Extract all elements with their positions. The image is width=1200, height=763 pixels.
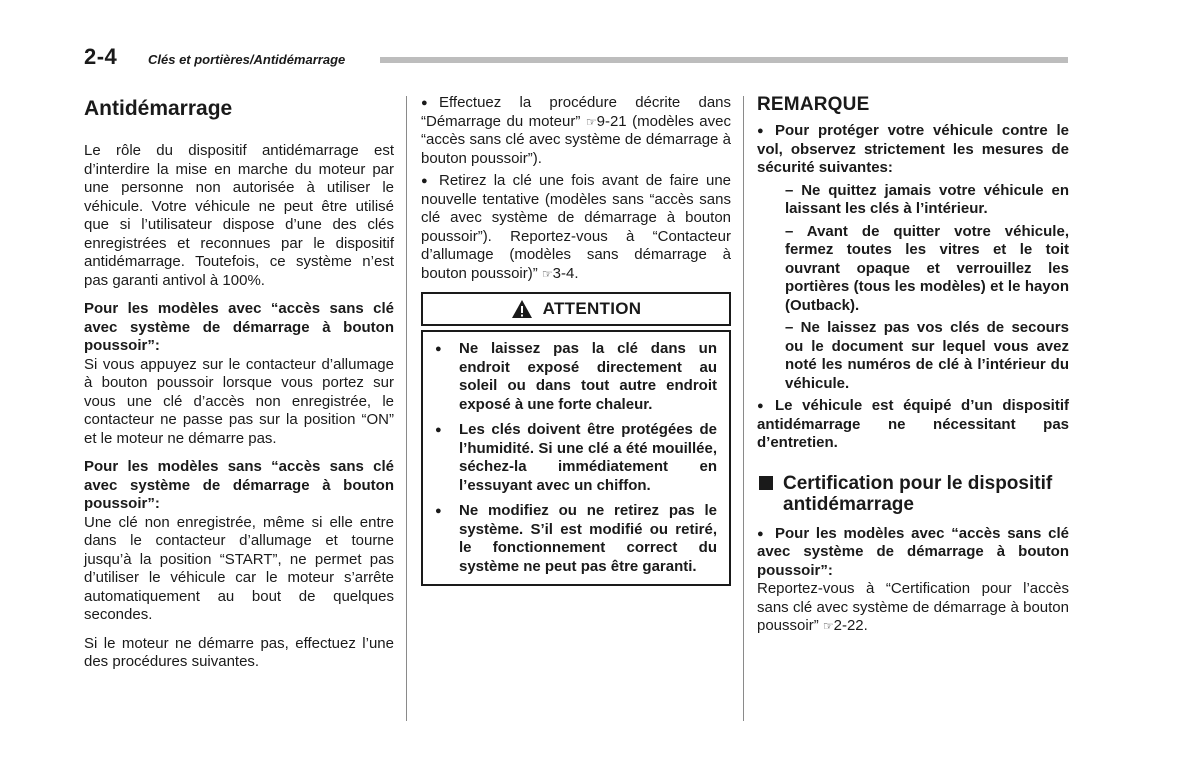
column-left bbox=[84, 94, 394, 672]
certification-bullet: ● Pour les modèles avec “accès sans clé avec système de démarrage à bouton poussoir”: bbox=[757, 524, 1069, 579]
pointing-hand-icon: ☞ bbox=[541, 266, 553, 281]
bullet-icon: ● bbox=[757, 527, 764, 540]
remarque-dash-item: – Ne laissez pas vos clés de secours ou le document sur lequel vous avez noté les numéros de clé à l’intérieur du véhicule. bbox=[785, 319, 1069, 392]
remarque-bullet: ● Le véhicule est équipé d’un dispositif antidémarrage ne nécessitant pas d’entretien. bbox=[757, 397, 1069, 451]
remarque-dash-item: – Avant de quitter votre véhicule, fermez toutes les vitres et le toit ouvrant opaque et verrouillez les portières (tous les modèles) et le hayon (Outback). bbox=[785, 222, 1069, 314]
without-keyless-heading: Pour les modèles sans “accès sans clé avec système de démarrage à bouton poussoir”: bbox=[84, 458, 394, 512]
attention-header bbox=[421, 292, 731, 326]
column-divider bbox=[743, 96, 744, 721]
attention-label: ATTENTION bbox=[542, 299, 642, 318]
certification-heading: Certification pour le dispositif antidémarrage bbox=[757, 473, 1069, 515]
header-rule bbox=[380, 57, 1068, 63]
remarque-dash-item: – Ne quittez jamais votre véhicule en laissant les clés à l’intérieur. bbox=[785, 181, 1069, 217]
procedure-bullet: ● Effectuez la procédure décrite dans “Démarrage du moteur” ☞9-21 (modèles avec “accès sans clé avec système de démarrage à bouton poussoir”). bbox=[421, 94, 731, 167]
pointing-hand-icon: ☞ bbox=[585, 114, 597, 129]
page-header bbox=[84, 44, 1068, 70]
column-right bbox=[757, 94, 1069, 636]
bullet-icon: ● bbox=[435, 343, 442, 355]
page-heading: Antidémarrage bbox=[84, 97, 233, 120]
without-keyless-text: Une clé non enregistrée, même si elle entre dans le contacteur d’allumage et tourne jusqu’à la position “START”, ne permet pas d’utiliser le véhicule car le moteur s’arrête automatiquement au bout de quelques secondes. bbox=[84, 513, 394, 623]
pointing-hand-icon: ☞ bbox=[822, 619, 834, 633]
section-square-icon bbox=[759, 476, 773, 490]
page-reference: 3-4 bbox=[552, 264, 575, 282]
page-number: 2-4 bbox=[84, 44, 118, 69]
remarque-heading: REMARQUE bbox=[757, 94, 870, 115]
attention-item: ● Ne modifiez ou ne retirez pas le système. S’il est modifié ou retiré, le fonctionnement correct du système ne peut pas être garanti. bbox=[435, 502, 717, 575]
attention-item: ● Les clés doivent être protégées de l’humidité. Si une clé a été mouillée, séchez-la immédiatement en l’essuyant avec un chiffon. bbox=[435, 421, 717, 494]
bullet-icon: ● bbox=[435, 505, 442, 517]
bullet-icon: ● bbox=[757, 400, 764, 412]
attention-box bbox=[421, 330, 731, 586]
remarque-bullet: ● Pour protéger votre véhicule contre le vol, observez strictement les mesures de sécurité suivantes: bbox=[757, 122, 1069, 176]
section-title: Clés et portières/Antidémarrage bbox=[148, 52, 346, 67]
warning-triangle-icon bbox=[511, 299, 533, 319]
column-middle bbox=[421, 94, 731, 586]
engine-no-start-text: Si le moteur ne démarre pas, effectuez l’une des procédures suivantes. bbox=[84, 634, 394, 670]
bullet-icon: ● bbox=[421, 175, 428, 187]
page-reference: 9-21 bbox=[596, 112, 627, 130]
procedure-bullet: ● Retirez la clé une fois avant de faire une nouvelle tentative (modèles sans “accès sans clé avec système de démarrage à bouton poussoir”). Reportez-vous à “Contacteur d’allumage (modèles sans démarrage à bouton poussoir)” ☞3-4. bbox=[421, 172, 731, 282]
with-keyless-text: Si vous appuyez sur le contacteur d’allumage à bouton poussoir lorsque vous portez sur vous une clé d’accès non enregistrée, le contacteur ne passe pas sur la position “ON” et le moteur ne démarre pas. bbox=[84, 355, 394, 447]
bullet-icon: ● bbox=[421, 97, 428, 109]
bullet-icon: ● bbox=[435, 424, 442, 436]
column-divider bbox=[406, 96, 407, 721]
attention-item: ● Ne laissez pas la clé dans un endroit exposé directement au soleil ou dans tout autre endroit exposé à une forte chaleur. bbox=[435, 340, 717, 413]
page-reference: 2-22 bbox=[833, 617, 864, 634]
certification-text: Reportez-vous à “Certification pour l’accès sans clé avec système de démarrage à bouton poussoir” ☞2-22. bbox=[757, 580, 1069, 634]
with-keyless-heading: Pour les modèles avec “accès sans clé avec système de démarrage à bouton poussoir”: bbox=[84, 300, 394, 354]
intro-paragraph: Le rôle du dispositif antidémarrage est d’interdire la mise en marche du moteur par une personne non autorisée à utiliser le véhicule. Votre véhicule ne peut être utilisé que si l’utilisateur dispose d’une des clés enregistrées et reconnues par le dispositif antidémarrage. Toutefois, ce système n’est pas garanti antivol à 100%. bbox=[84, 142, 394, 289]
bullet-icon: ● bbox=[757, 125, 764, 137]
